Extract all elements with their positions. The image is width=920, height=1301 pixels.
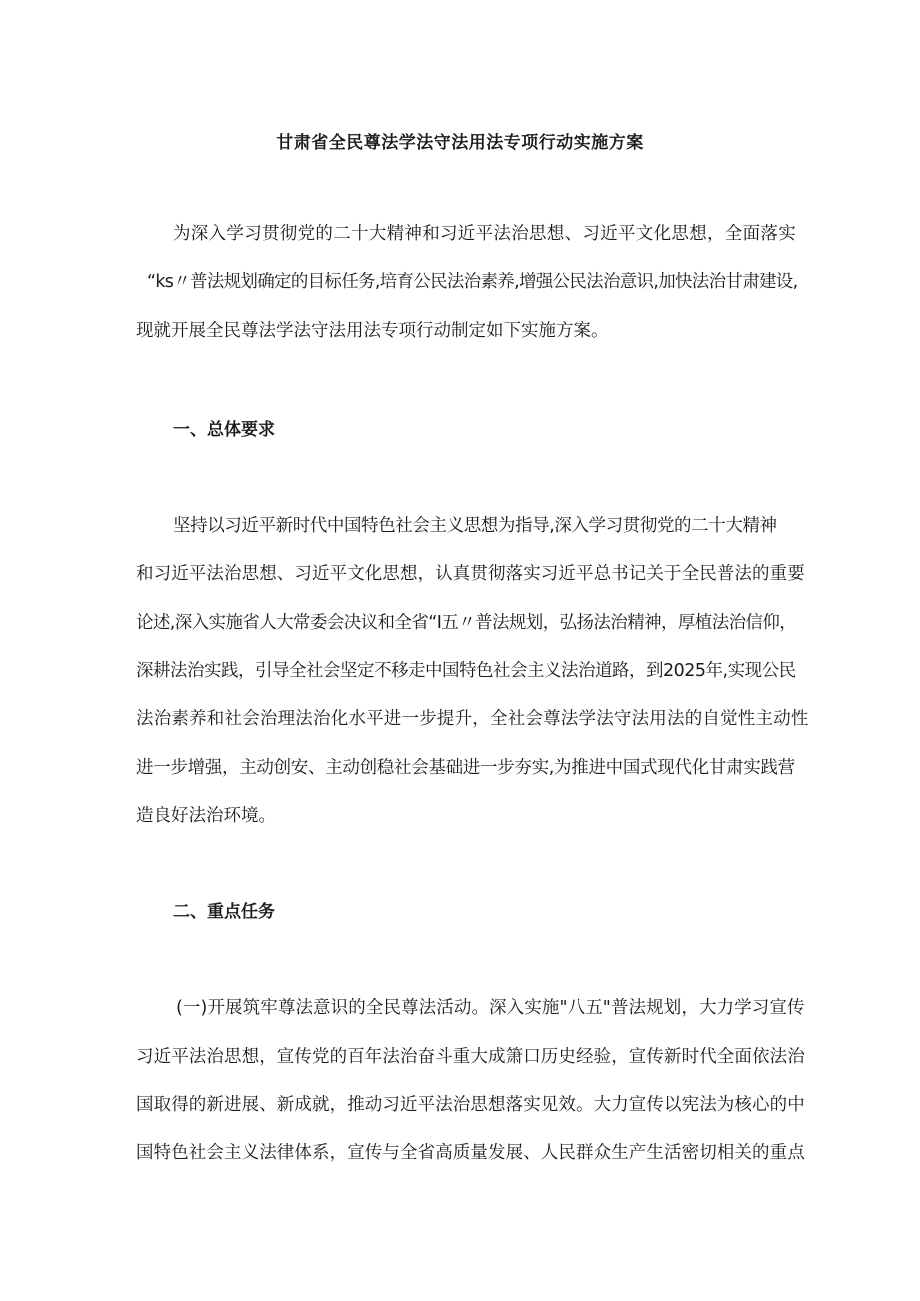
- section-1-line-1: 坚持以习近平新时代中国特色社会主义思想为指导,深入学习贯彻党的二十大精神: [173, 516, 777, 536]
- section-2-line-3: 国取得的新进展、新成就，推动习近平法治思想落实见效。大力宣传以宪法为核心的中: [136, 1095, 805, 1115]
- section-2-line-2: 习近平法治思想，宣传党的百年法治奋斗重大成箫口历史经验，宣传新时代全面依法治: [136, 1047, 805, 1067]
- intro-line-3: 现就开展全民尊法学法守法用法专项行动制定如下实施方案。: [136, 321, 609, 341]
- section-1-line-5: 法治素养和社会治理法治化水平进一步提升，全社会尊法学法守法用法的自觉性主动性: [136, 709, 809, 729]
- section-1-line-3: 论述,深入实施省人大常委会决议和全省“I五〃普法规划，弘扬法治精神，厚植法治信仰，: [136, 613, 797, 633]
- section-2-heading: 二、重点任务: [173, 902, 275, 922]
- section-1-line-6: 进一步增强，主动创安、主动创稳社会基础进一步夯实,为推进中国式现代化甘肃实践营: [136, 758, 795, 778]
- section-1-heading: 一、总体要求: [173, 420, 275, 440]
- section-1-line-2: 和习近平法治思想、习近平文化思想，认真贯彻落实习近平总书记关于全民普法的重要: [136, 564, 805, 584]
- intro-line-1: 为深入学习贯彻党的二十大精神和习近平法治思想、习近平文化思想，全面落实: [173, 224, 796, 244]
- document-title: 甘肃省全民尊法学法守法用法专项行动实施方案: [276, 133, 644, 153]
- section-2-line-4: 国特色社会主义法律体系，宣传与全省高质量发展、人民群众生产生活密切相关的重点: [136, 1143, 805, 1163]
- section-1-line-4: 深耕法治实践，引导全社会坚定不移走中国特色社会主义法治道路，到2025年,实现公民: [136, 661, 796, 681]
- section-2-line-1: (一)开展筑牢尊法意识的全民尊法活动。深入实施"八五"普法规划，大力学习宣传: [176, 998, 805, 1018]
- intro-line-2: “ks〃普法规划确定的目标任务,培育公民法治素养,增强公民法治意识,加快法治甘肃建设,: [147, 272, 798, 292]
- section-1-line-7: 造良好法治环境。: [136, 806, 276, 826]
